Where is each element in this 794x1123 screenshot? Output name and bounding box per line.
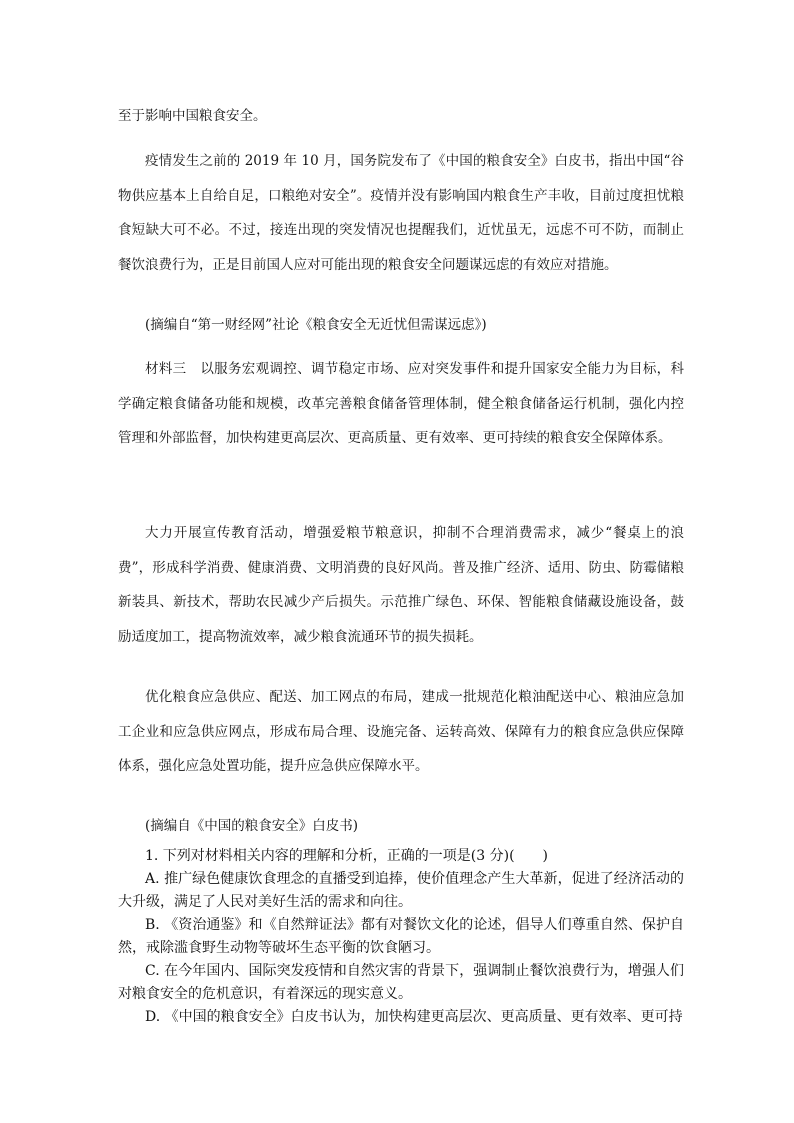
paragraph-material-three: 材料三 以服务宏观调控、调节稳定市场、应对突发事件和提升国家安全能力为目标，科学确定粮食储备功能和规模，改革完善粮食储备管理体制，健全粮食储备运行机制，强化内控管理和外部监督，加快构建更高层次、更高质量、更有效率、更可持续的粮食安全保障体系。 [118, 361, 684, 446]
paragraph-continued: 至于影响中国粮食安全。 [118, 108, 267, 124]
question-option-b: B. 《资治通鉴》和《自然辩证法》都有对餐饮文化的论述，倡导人们尊重自然、保护自然，戒除滥食野生动物等破坏生态平衡的饮食陋习。 [118, 917, 684, 956]
source-citation-material-three: (摘编自《中国的粮食安全》白皮书) [145, 818, 359, 834]
question-option-c: C. 在今年国内、国际突发疫情和自然灾害的背景下，强调制止餐饮浪费行为，增强人们对粮食安全的危机意识，有着深远的现实意义。 [118, 963, 684, 1002]
paragraph-emergency-supply: 优化粮食应急供应、配送、加工网点的布局，建成一批规范化粮油配送中心、粮油应急加工企业和应急供应网点，形成布局合理、设施完备、运转高效、保障有力的粮食应急供应保障体系，强化应急处置功能，提升应急供应保障水平。 [118, 689, 684, 774]
question-option-a: A. 推广绿色健康饮食理念的直播受到追捧，使价值理念产生大革新，促进了经济活动的大升级，满足了人民对美好生活的需求和向往。 [118, 871, 684, 910]
source-citation-material-two: (摘编自“第一财经网”社论《粮食安全无近忧但需谋远虑》) [145, 317, 487, 333]
question-option-d: D. 《中国的粮食安全》白皮书认为，加快构建更高层次、更高质量、更有效率、更可持 [145, 1009, 683, 1025]
question-stem: 1. 下列对材料相关内容的理解和分析，正确的一项是(3 分)( ) [145, 848, 549, 864]
paragraph-publicity-education: 大力开展宣传教育活动，增强爱粮节粮意识，抑制不合理消费需求，减少“餐桌上的浪费”，形成科学消费、健康消费、文明消费的良好风尚。普及推广经济、适用、防虫、防霉储粮新装具、新技术，帮助农民减少产后损失。示范推广绿色、环保、智能粮食储藏设施设备，鼓励适度加工，提高物流效率，减少粮食流通环节的损失损耗。 [118, 525, 684, 645]
paragraph-white-paper: 疫情发生之前的 2019 年 10 月，国务院发布了《中国的粮食安全》白皮书，指出中国“谷物供应基本上自给自足，口粮绝对安全”。疫情并没有影响国内粮食生产丰收，目前过度担忧粮食短缺大可不必。不过，接连出现的突发情况也提醒我们，近忧虽无，远虑不可不防，而制止餐饮浪费行为，正是目前国人应对可能出现的粮食安全问题谋远虑的有效应对措施。 [118, 153, 684, 273]
